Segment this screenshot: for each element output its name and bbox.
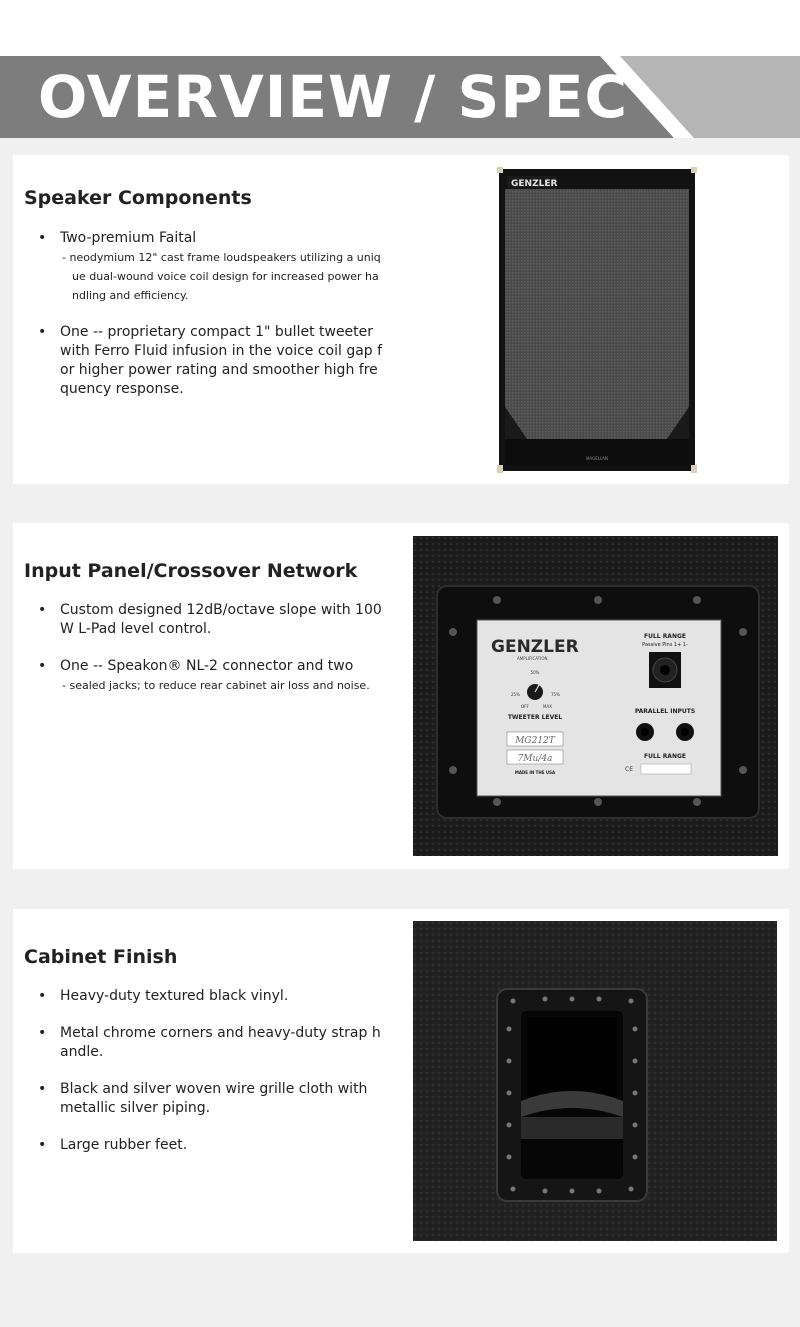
bullet-text: Custom designed 12dB/octave slope with 100W L-Pad level control. [60,602,382,637]
panel-passive-pins-label: Passive Pins 1+ 1- [642,642,688,648]
cabinet-logo-text: GENZLER [511,179,558,189]
input-panel-image [413,536,778,856]
top-margin [0,0,800,56]
bullet-subtext: - neodymium 12" cast frame loudspeakers utilizing a unique dual-wound voice coil design for increased power handling and efficiency. [62,251,381,302]
section-cabinet-finish [13,909,789,1253]
panel-brand-subtext: AMPLIFICATION [517,656,548,661]
list-item [38,987,383,1006]
list-item [38,229,383,305]
panel-tweeter-level-label: TWEETER LEVEL [507,714,563,721]
page-title: OVERVIEW / SPEC [38,63,629,131]
panel-model-handwritten: MG212T [515,736,555,746]
bullet-text: Two-premium Faital [60,230,197,246]
bullet-text: Metal chrome corners and heavy-duty strap handle. [60,1025,381,1060]
panel-parallel-inputs-label: PARALLEL INPUTS [634,708,696,715]
spec-list [38,601,383,713]
spec-list [38,229,383,417]
bullet-subtext: - sealed jacks; to reduce rear cabinet air loss and noise. [62,679,370,692]
section-heading: Cabinet Finish [24,946,178,968]
list-item [38,657,383,695]
bullet-text: One -- Speakon® NL-2 connector and two [60,658,354,674]
knob-25-label: 25% [511,692,520,697]
knob-off-label: OFF [521,704,529,709]
section-heading: Input Panel/Crossover Network [24,560,358,582]
section-speaker-components [13,155,789,484]
knob-50-label: 50% [530,670,540,675]
cabinet-handle-image [413,921,777,1241]
cabinet-model-badge: MAGELLAN [585,456,609,461]
bullet-text: One -- proprietary compact 1" bullet tweeter with Ferro Fluid infusion in the voice coil gap for higher power rating and smoother high frequency response. [60,324,383,397]
list-item [38,1024,383,1062]
title-banner [0,56,800,138]
panel-ce-mark: CE [625,766,633,773]
spec-list [38,987,383,1173]
knob-max-label: MAX [543,704,552,709]
panel-made-in-label: MADE IN THE USA [514,770,556,775]
knob-75-label: 75% [551,692,560,697]
panel-full-range-bottom-label: FULL RANGE [643,753,687,760]
list-item [38,1080,383,1118]
section-input-panel [13,523,789,869]
speaker-cabinet-front-image [497,167,697,475]
list-item [38,1136,383,1155]
panel-brand-text: GENZLER [491,637,579,657]
panel-serial-handwritten: 7Mu/4a [517,754,553,764]
panel-full-range-label: FULL RANGE [643,633,687,640]
bullet-text: Black and silver woven wire grille cloth with metallic silver piping. [60,1081,368,1116]
list-item [38,323,383,399]
bullet-text: Heavy-duty textured black vinyl. [60,988,289,1004]
section-heading: Speaker Components [24,187,252,209]
bullet-text: Large rubber feet. [60,1137,188,1153]
list-item [38,601,383,639]
